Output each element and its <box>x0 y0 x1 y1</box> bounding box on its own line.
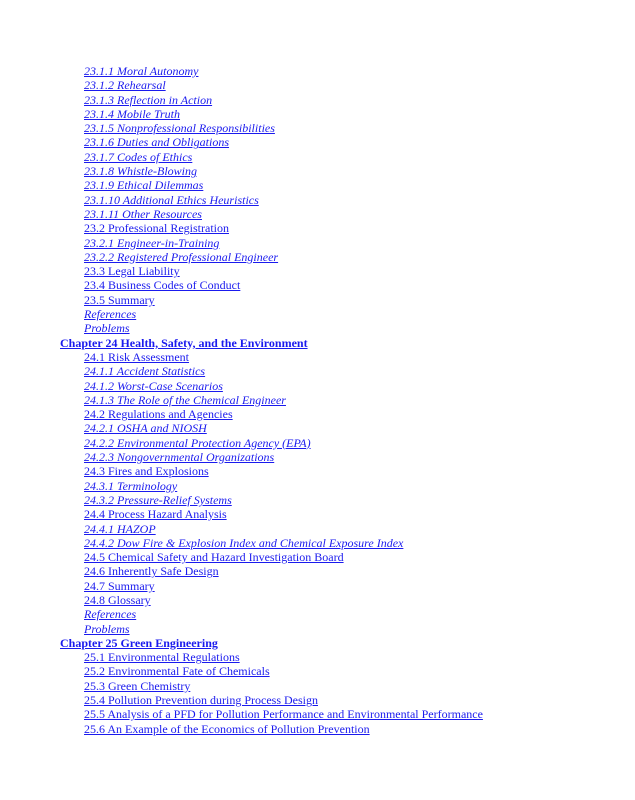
toc-link-23-2-1[interactable]: 23.2.1 Engineer-in-Training <box>84 235 220 250</box>
toc-link-23-2[interactable]: 23.2 Professional Registration <box>84 221 229 236</box>
toc-link-23-1-3[interactable]: 23.1.3 Reflection in Action <box>84 92 213 107</box>
toc-link-24-8[interactable]: 24.8 Glossary <box>84 592 151 607</box>
toc-link-24-3-1[interactable]: 24.3.1 Terminology <box>84 478 178 493</box>
toc-link-23-4[interactable]: 23.4 Business Codes of Conduct <box>84 278 241 293</box>
toc-link-24-3-2[interactable]: 24.3.2 Pressure-Relief Systems <box>84 492 232 507</box>
toc-link-23-1-9[interactable]: 23.1.9 Ethical Dilemmas <box>84 178 204 193</box>
toc-link-24-1-1[interactable]: 24.1.1 Accident Statistics <box>84 364 206 379</box>
toc-link-24-3[interactable]: 24.3 Fires and Explosions <box>84 464 209 479</box>
toc-chapter-25[interactable]: Chapter 25 Green Engineering <box>60 635 218 650</box>
toc-link-25-4[interactable]: 25.4 Pollution Prevention during Process Design <box>84 693 318 708</box>
toc-link-24-4-1[interactable]: 24.4.1 HAZOP <box>84 521 156 536</box>
toc-link-24-2-2[interactable]: 24.2.2 Environmental Protection Agency (EPA) <box>84 435 311 450</box>
toc-link-24-1[interactable]: 24.1 Risk Assessment <box>84 349 190 364</box>
toc-link-23-1-6[interactable]: 23.1.6 Duties and Obligations <box>84 135 230 150</box>
toc-link-23-1-10[interactable]: 23.1.10 Additional Ethics Heuristics <box>84 192 259 207</box>
toc-link-24-2[interactable]: 24.2 Regulations and Agencies <box>84 407 233 422</box>
toc-link-25-6[interactable]: 25.6 An Example of the Economics of Pollution Prevention <box>84 721 370 736</box>
toc-link-24-1-3[interactable]: 24.1.3 The Role of the Chemical Engineer <box>84 392 286 407</box>
toc-link-24-2-3[interactable]: 24.2.3 Nongovernmental Organizations <box>84 450 275 465</box>
toc-link-23-5[interactable]: 23.5 Summary <box>84 292 155 307</box>
toc-link-24-4[interactable]: 24.4 Process Hazard Analysis <box>84 507 227 522</box>
toc-link-24-6[interactable]: 24.6 Inherently Safe Design <box>84 564 219 579</box>
toc-link-ch24-references[interactable]: References <box>84 607 137 622</box>
toc-link-24-4-2[interactable]: 24.4.2 Dow Fire & Explosion Index and Chemical Exposure Index <box>84 535 404 550</box>
toc-link-23-1-2[interactable]: 23.1.2 Rehearsal <box>84 78 166 93</box>
toc-chapter-24[interactable]: Chapter 24 Health, Safety, and the Environment <box>60 335 308 350</box>
toc-link-23-3[interactable]: 23.3 Legal Liability <box>84 264 180 279</box>
toc-link-25-3[interactable]: 25.3 Green Chemistry <box>84 678 191 693</box>
toc-link-24-1-2[interactable]: 24.1.2 Worst-Case Scenarios <box>84 378 223 393</box>
toc-link-23-1-4[interactable]: 23.1.4 Mobile Truth <box>84 106 181 121</box>
toc-link-ch23-references[interactable]: References <box>84 307 137 322</box>
toc-link-24-7[interactable]: 24.7 Summary <box>84 578 155 593</box>
toc-link-23-1-5[interactable]: 23.1.5 Nonprofessional Responsibilities <box>84 121 275 136</box>
table-of-contents <box>0 64 635 736</box>
toc-link-23-1-8[interactable]: 23.1.8 Whistle-Blowing <box>84 164 197 179</box>
toc-link-25-5[interactable]: 25.5 Analysis of a PFD for Pollution Performance and Environmental Performance <box>84 707 483 722</box>
toc-link-25-2[interactable]: 25.2 Environmental Fate of Chemicals <box>84 664 270 679</box>
toc-link-ch24-problems[interactable]: Problems <box>84 621 130 636</box>
toc-link-ch23-problems[interactable]: Problems <box>84 321 130 336</box>
toc-link-23-1-11[interactable]: 23.1.11 Other Resources <box>84 206 202 221</box>
toc-link-23-2-2[interactable]: 23.2.2 Registered Professional Engineer <box>84 249 279 264</box>
toc-link-23-1-7[interactable]: 23.1.7 Codes of Ethics <box>84 149 193 164</box>
toc-link-25-1[interactable]: 25.1 Environmental Regulations <box>84 650 240 665</box>
toc-link-23-1-1[interactable]: 23.1.1 Moral Autonomy <box>84 64 199 78</box>
toc-link-24-5[interactable]: 24.5 Chemical Safety and Hazard Investigation Board <box>84 550 344 565</box>
toc-link-24-2-1[interactable]: 24.2.1 OSHA and NIOSH <box>84 421 207 436</box>
